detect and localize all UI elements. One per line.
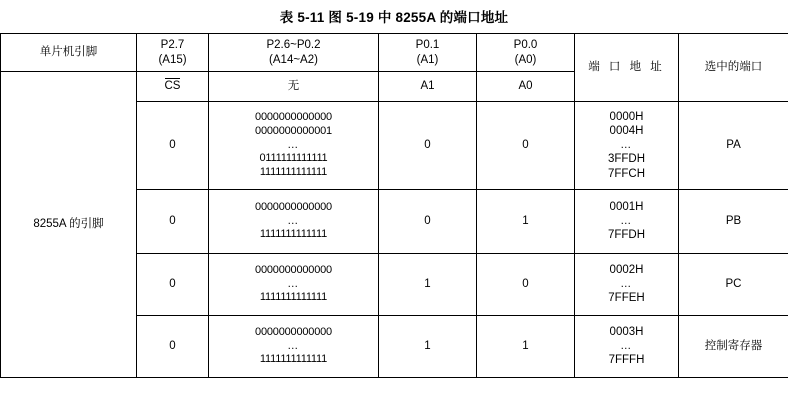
row-pa-bits-line4: 0111111111111 bbox=[259, 152, 328, 165]
row-pc-addr-line3: 7FFEH bbox=[608, 292, 645, 305]
row-pa-port: PA bbox=[679, 102, 788, 190]
header-p26-p02-line2: (A14~A2) bbox=[269, 53, 318, 66]
row-cr-address bbox=[575, 316, 679, 378]
row-pa-addr-ellipsis: … bbox=[620, 138, 633, 151]
row-cr-bits-line1: 0000000000000 bbox=[255, 325, 332, 338]
row-pa-address bbox=[575, 102, 679, 190]
row-pa-bits-line1: 0000000000000 bbox=[255, 111, 332, 124]
row-pc-bits-ellipsis: … bbox=[287, 277, 300, 290]
header-p26-p02-line1: P2.6~P0.2 bbox=[266, 39, 321, 52]
row-cr-bits-line3: 1111111111111 bbox=[259, 353, 328, 366]
row-pa-bits-ellipsis: … bbox=[287, 138, 300, 151]
row-pa-bits bbox=[209, 102, 379, 190]
table-caption: 表 5-11 图 5-19 中 8255A 的端口地址 bbox=[279, 10, 509, 25]
row-pb-addr-line3: 7FFDH bbox=[607, 229, 646, 242]
row-group-label: 8255A 的引脚 bbox=[1, 72, 137, 378]
row-cr-cs: 0 bbox=[137, 316, 209, 378]
row-pa-addr-line4: 3FFDH bbox=[607, 153, 646, 166]
subheader-cs-text: CS bbox=[164, 80, 181, 93]
row-pa-bits-line5: 1111111111111 bbox=[259, 166, 328, 179]
subheader-a0: A0 bbox=[477, 72, 575, 102]
row-cr-addr-ellipsis: … bbox=[620, 339, 633, 352]
row-cr-a1: 1 bbox=[379, 316, 477, 378]
header-selected-port: 选中的端口 bbox=[679, 34, 788, 102]
row-cr-bits-ellipsis: … bbox=[287, 339, 300, 352]
row-pb-address bbox=[575, 190, 679, 254]
row-pc-a0: 0 bbox=[477, 254, 575, 316]
header-port-address: 端 口 地 址 bbox=[575, 34, 679, 102]
row-cr-a0: 1 bbox=[477, 316, 575, 378]
row-pb-a1: 0 bbox=[379, 190, 477, 254]
row-pb-addr-line1: 0001H bbox=[609, 201, 644, 214]
row-pa-addr-line1: 0000H bbox=[609, 110, 644, 123]
subheader-cs bbox=[137, 72, 209, 102]
port-address-table bbox=[0, 33, 788, 378]
subheader-none: 无 bbox=[209, 72, 379, 102]
row-pb-addr-ellipsis: … bbox=[620, 214, 633, 227]
header-p27 bbox=[137, 34, 209, 72]
header-p27-line2: (A15) bbox=[158, 53, 187, 66]
header-p01-line2: (A1) bbox=[416, 53, 439, 66]
row-cr-bits bbox=[209, 316, 379, 378]
row-pc-port: PC bbox=[679, 254, 788, 316]
row-pb-a0: 1 bbox=[477, 190, 575, 254]
table-header-row bbox=[1, 34, 788, 72]
header-p27-line1: P2.7 bbox=[160, 39, 185, 52]
row-cr-addr-line1: 0003H bbox=[609, 326, 644, 339]
row-pc-cs: 0 bbox=[137, 254, 209, 316]
row-pa-addr-line2: 0004H bbox=[609, 125, 644, 138]
row-cr-port: 控制寄存器 bbox=[679, 316, 788, 378]
header-p26-p02 bbox=[209, 34, 379, 72]
row-pc-addr-line1: 0002H bbox=[609, 264, 644, 277]
row-pb-bits bbox=[209, 190, 379, 254]
row-pc-bits-line1: 0000000000000 bbox=[255, 263, 332, 276]
header-pin-label: 单片机引脚 bbox=[1, 34, 137, 72]
row-pb-cs: 0 bbox=[137, 190, 209, 254]
header-p00-line1: P0.0 bbox=[513, 39, 538, 52]
row-pc-bits bbox=[209, 254, 379, 316]
header-p00 bbox=[477, 34, 575, 72]
header-p01-line1: P0.1 bbox=[415, 39, 440, 52]
row-pa-a0: 0 bbox=[477, 102, 575, 190]
row-pc-addr-ellipsis: … bbox=[620, 277, 633, 290]
row-pc-address bbox=[575, 254, 679, 316]
row-pb-port: PB bbox=[679, 190, 788, 254]
row-pa-a1: 0 bbox=[379, 102, 477, 190]
subheader-a1: A1 bbox=[379, 72, 477, 102]
header-p00-line2: (A0) bbox=[514, 53, 537, 66]
row-pa-addr-line5: 7FFCH bbox=[607, 167, 646, 180]
row-pc-a1: 1 bbox=[379, 254, 477, 316]
row-pb-bits-line1: 0000000000000 bbox=[255, 200, 332, 213]
header-p01 bbox=[379, 34, 477, 72]
row-pa-bits-line2: 0000000000001 bbox=[255, 124, 332, 137]
row-pb-bits-line3: 1111111111111 bbox=[259, 228, 328, 241]
row-cr-addr-line3: 7FFFH bbox=[608, 354, 645, 367]
row-pb-bits-ellipsis: … bbox=[287, 214, 300, 227]
row-pa-cs: 0 bbox=[137, 102, 209, 190]
row-pc-bits-line3: 1111111111111 bbox=[259, 291, 328, 304]
